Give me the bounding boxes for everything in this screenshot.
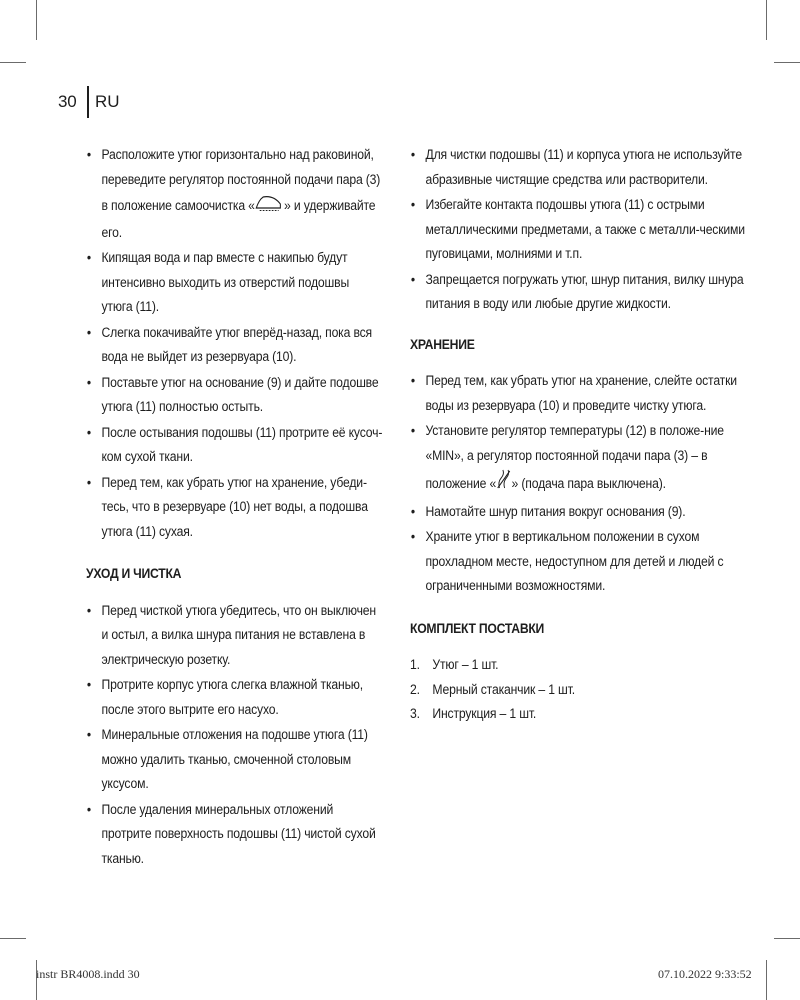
care-bullet-list xyxy=(86,599,383,872)
list-item: • Минеральные отложения на подошве утюга (11) можно удалить тканью, смоченной столовым уксусом. xyxy=(86,723,383,797)
list-item: • Запрещается погружать утюг, шнур питания, вилку шнура питания в воду или любые другие жидкости. xyxy=(410,268,745,317)
care-bullet-list-continued xyxy=(410,143,745,317)
self-clean-icon xyxy=(255,192,284,221)
kit-list xyxy=(410,653,745,727)
steam-off-icon xyxy=(496,468,511,499)
list-item: • Избегайте контакта подошвы утюга (11) с острыми металлическими предметами, а также с металли-ческими пуговицами, молниями и т.п. xyxy=(410,193,745,267)
left-column xyxy=(86,143,383,872)
section-heading-care: УХОД И ЧИСТКА xyxy=(86,566,182,582)
list-item: • Протрите корпус утюга слегка влажной тканью, после этого вытрите его насухо. xyxy=(86,673,383,722)
list-item-text: Мерный стаканчик – 1 шт. xyxy=(432,681,575,698)
file-info: instr BR4008.indd 30 xyxy=(36,967,140,981)
crop-mark xyxy=(766,0,767,40)
list-item: • После остывания подошвы (11) протрите её кусоч-ком сухой ткани. xyxy=(86,421,383,470)
list-item: • Кипящая вода и пар вместе с накипью будут интенсивно выходить из отверстий подошвы утюга (11). xyxy=(86,246,383,320)
list-item-text: » (подача пара выключена). xyxy=(511,476,666,492)
list-item-text: Утюг – 1 шт. xyxy=(432,657,499,673)
intro-bullet-list xyxy=(86,143,383,544)
list-item: • Храните утюг в вертикальном положении в сухом прохладном месте, недоступном для детей и людей с ограниченными возможностями. xyxy=(410,525,745,599)
crop-mark xyxy=(774,938,800,939)
page-number-separator xyxy=(87,86,89,118)
list-item: • Поставьте утюг на основание (9) и дайте подошве утюга (11) полностью остыть. xyxy=(86,371,383,420)
crop-mark xyxy=(36,0,37,40)
crop-mark xyxy=(766,960,767,1000)
list-item: • Намотайте шнур питания вокруг основания (9). xyxy=(410,500,745,525)
list-item: • Перед тем, как убрать утюг на хранение, убеди-тесь, что в резервуаре (10) нет воды, а подошва утюга (11) сухая. xyxy=(86,471,383,545)
language-label: RU xyxy=(95,92,120,111)
crop-mark xyxy=(0,62,26,63)
crop-mark xyxy=(774,62,800,63)
crop-mark xyxy=(0,938,26,939)
list-item: • Слегка покачивайте утюг вперёд-назад, пока вся вода не выйдет из резервуара (10). xyxy=(86,321,383,370)
list-item-text: » и удерживайте его. xyxy=(101,198,376,241)
section-heading-storage: ХРАНЕНИЕ xyxy=(410,336,475,353)
list-item: • Перед чисткой утюга убедитесь, что он выключен и остыл, а вилка шнура питания не вставлена в электрическую розетку. xyxy=(86,599,383,673)
list-item xyxy=(86,143,383,245)
right-column xyxy=(410,143,745,727)
list-item-number: 3. xyxy=(410,706,420,722)
storage-bullet-list xyxy=(410,369,745,599)
page-number: 30 xyxy=(58,92,77,111)
list-item: • Для чистки подошвы (11) и корпуса утюга не используйте абразивные чистящие средства или растворители. xyxy=(410,143,745,192)
list-item-text: Расположите утюг горизонтально над раковиной, переведите регулятор постоянной подачи пара (3) в положение самоочистка « xyxy=(101,147,381,214)
list-item-text: Инструкция – 1 шт. xyxy=(432,706,537,722)
list-item-text: Установите регулятор температуры (12) в положе-ние «MIN», а регулятор постоянной подачи пара (3) – в положение « xyxy=(425,423,724,492)
list-item xyxy=(410,653,745,678)
list-item xyxy=(410,702,745,727)
list-item: • Перед тем, как убрать утюг на хранение, слейте остатки воды из резервуара (10) и проведите чистку утюга. xyxy=(410,369,745,418)
list-item xyxy=(410,419,745,499)
list-item-number: 1. xyxy=(410,657,420,673)
list-item-number: 2. xyxy=(410,681,420,698)
print-timestamp: 07.10.2022 9:33:52 xyxy=(658,967,752,981)
list-item xyxy=(410,678,745,703)
list-item: • После удаления минеральных отложений протрите поверхность подошвы (11) чистой сухой тканью. xyxy=(86,798,383,872)
section-heading-kit: КОМПЛЕКТ ПОСТАВКИ xyxy=(410,620,545,637)
